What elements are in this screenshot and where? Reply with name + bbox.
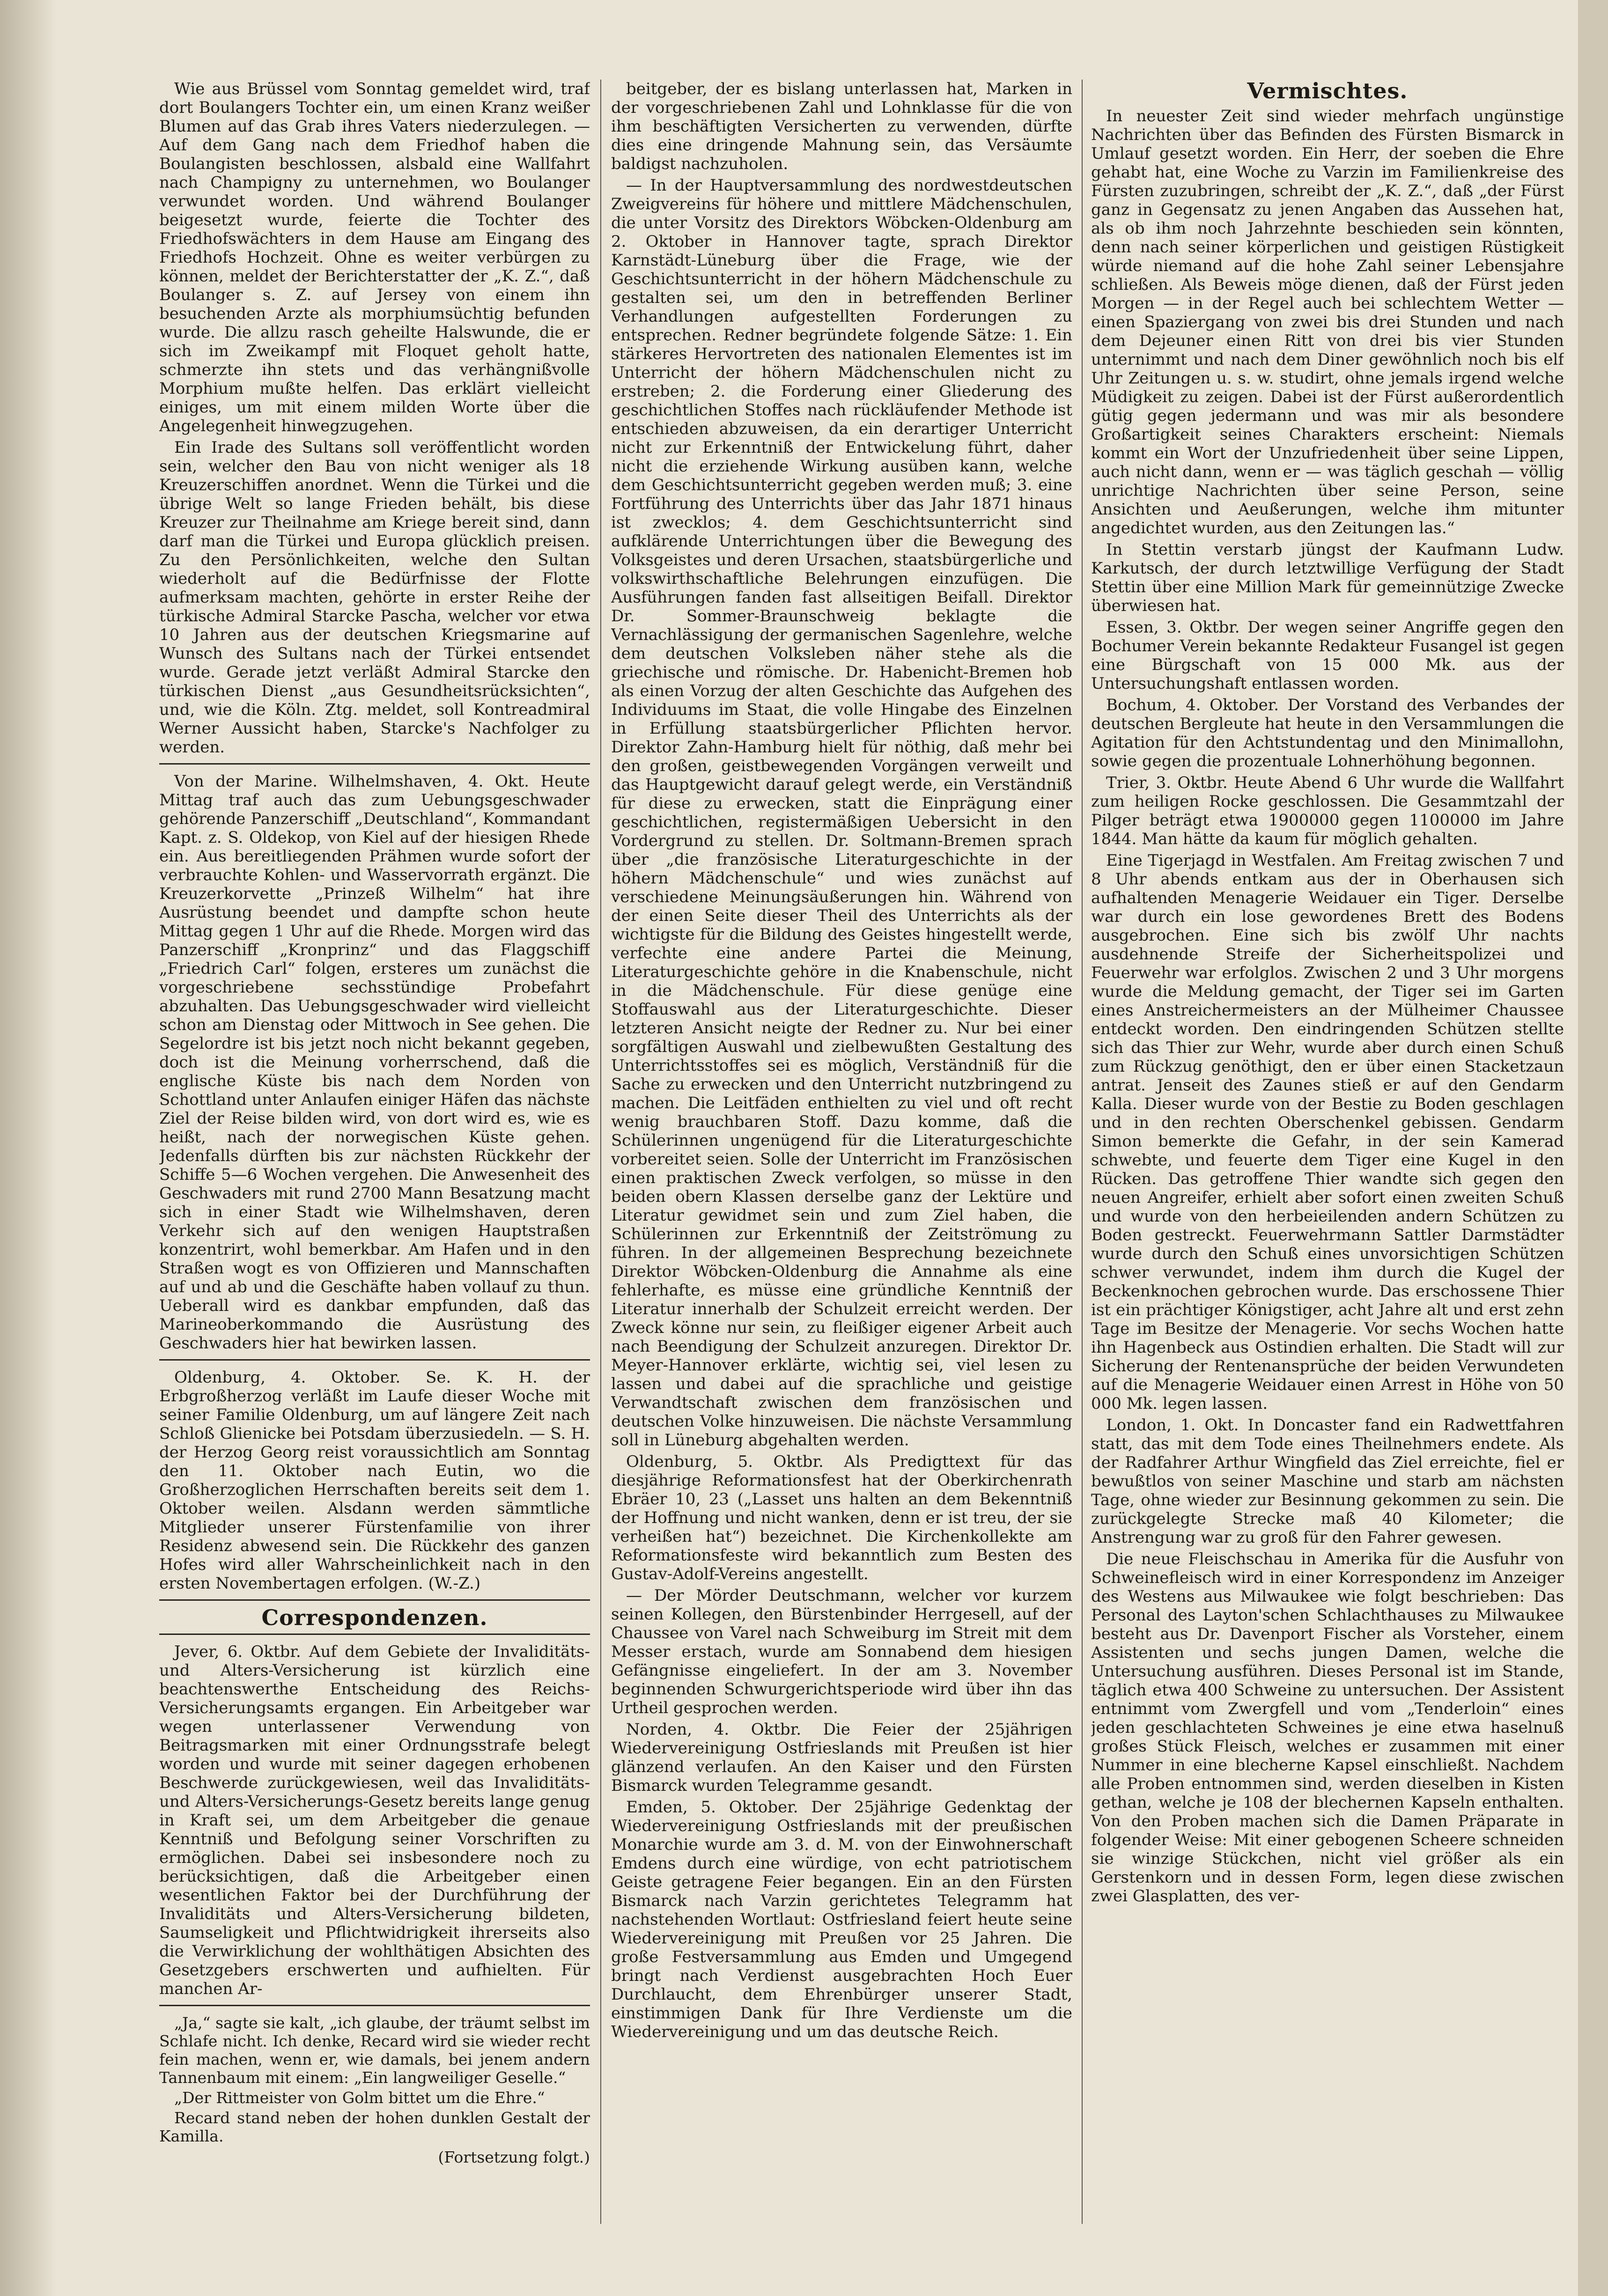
column-1 xyxy=(159,80,590,2224)
article-boulanger: Wie aus Brüssel vom Sonntag gemeldet wird, traf dort Boulangers Tochter ein, um einen Kranz weißer Blumen auf das Grab ihres Vaters niederzulegen. — Auf dem Gang nach dem Friedhof haben die Boulangisten beschlossen, alsbald eine Wallfahrt nach Champigny zu unternehmen, wo Boulanger verwundet worden. Und während Boulanger beigesetzt wurde, feierte die Tochter des Friedhofswächters in dem Hause am Eingang des Friedhofs Hochzeit. Ohne es weiter verbürgen zu können, meldet der Berichterstatter der „K. Z.“, daß Boulanger s. Z. auf Jersey von einem ihn besuchenden Arzte als morphiumsüchtig befunden wurde. Die allzu rasch geheilte Halswunde, die er sich im Zweikampf mit Floquet geholt hatte, schmerzte ihn stets und das verhängnißvolle Morphium mußte helfen. Das erklärt vielleicht einiges, um mit einem milden Worte über die Angelegenheit hinwegzugehen. xyxy=(159,80,590,435)
article-trier: Trier, 3. Oktbr. Heute Abend 6 Uhr wurde die Wallfahrt zum heiligen Rocke geschlossen. Die Gesammtzahl der Pilger beträgt etwa 1900000 gegen 1100000 im Jahre 1844. Man hätte da kaum für möglich gehalten. xyxy=(1091,773,1564,848)
article-maedchenschulen: — In der Hauptversammlung des nordwestdeutschen Zweigvereins für höhere und mittlere Mädchenschulen, die unter Vorsitz des Direktors Wöbcken-Oldenburg am 2. Oktober in Hannover tagte, sprach Direktor Karnstädt-Lüneburg über die Frage, wie der Geschichtsunterricht in der höhern Mädchenschule zu gestalten sei, um den in betreffenden Berliner Verhandlungen aufgestellten Forderungen zu entsprechen. Redner begründete folgende Sätze: 1. Ein stärkeres Hervortreten des nationalen Elementes ist im Unterricht der höhern Mädchenschulen nicht zu erstreben; 2. die Forderung einer Gliederung des geschichtlichen Stoffes nach rückläufender Methode ist entschieden abzuweisen, da ein derartiger Unterricht nicht zur Erkenntniß der Entwickelung führt, daher nicht die erziehende Wirkung ausüben kann, welche dem Geschichtsunterricht gegeben werden muß; 3. eine Fortführung des Unterrichts über das Jahr 1871 hinaus ist zwecklos; 4. dem Geschichtsunterricht sind aufklärende Unterrichtungen über die Bewegung des Volksgeistes und deren Ursachen, staatsbürgerliche und volkswirthschaftliche Belehrungen einzufügen. Die Ausführungen fanden fast allseitigen Beifall. Direktor Dr. Sommer-Braunschweig beklagte die Vernachlässigung der germanischen Sagenlehre, welche dem deutschen Volksleben näher stehe als die griechische und römische. Dr. Habenicht-Bremen hob als einen Vorzug der alten Geschichte das Aufgehen des Individuums im Staat, die volle Hingabe des Einzelnen in Erfüllung staatsbürgerlicher Pflichten hervor. Direktor Zahn-Hamburg hielt für nöthig, daß mehr bei den großen, geistbewegenden Vorgängen verweilt und das Hauptgewicht darauf gelegt werde, ein Verständniß für diese zu erwecken, statt die Einprägung einer geschichtlichen, registermäßigen Uebersicht in den Vordergrund zu stellen. Dr. Soltmann-Bremen sprach über „die französische Literaturgeschichte in der höhern Mädchenschule“ und wies zunächst auf verschiedene Meinungsäußerungen hin. Während von der einen Seite dieser Theil des Unterrichts als der wichtigste für die Bildung des Geistes hingestellt werde, verfechte eine andere Partei die Meinung, Literaturgeschichte gehöre in die Knabenschule, nicht in die Mädchenschule. Für diese genüge eine Stoffauswahl aus der Literaturgeschichte. Dieser letzteren Ansicht neigte der Redner zu. Nur bei einer sorgfältigen Auswahl und zielbewußten Gestaltung des Unterrichtsstoffes sei es möglich, Verständniß für die Sache zu erwecken und den Unterricht nutzbringend zu machen. Die Leitfäden enthielten zu viel und oft recht wenig brauchbaren Stoff. Dazu komme, daß die Schülerinnen ungenügend für die Literaturgeschichte vorbereitet seien. Solle der Unterricht im Französischen einen praktischen Zweck verfolgen, so müsse in den beiden obern Klassen derselbe ganz der Lektüre und Literatur gewidmet sein und zum Ziel haben, die Schülerinnen zur Erkenntniß der Zeitströmung zu führen. In der allgemeinen Besprechung bezeichnete Direktor Wöbcken-Oldenburg die Annahme als eine fehlerhafte, es müsse eine gründliche Kenntniß der Literatur innerhalb der Schulzeit erreicht werden. Der Zweck könne nur sein, zu fleißiger eigener Arbeit auch nach Beendigung der Schulzeit anzuregen. Direktor Dr. Meyer-Hannover erklärte, wichtig sei, viel lesen zu lassen und dabei auf die sprachliche und geistige Verwandtschaft zwischen dem französischen und deutschen Volke hinzuweisen. Die nächste Versammlung soll in Lüneburg abgehalten werden. xyxy=(611,176,1072,1450)
article-emden: Emden, 5. Oktober. Der 25jährige Gedenktag der Wiedervereinigung Ostfrieslands mit der preußischen Monarchie wurde am 3. d. M. von der Einwohnerschaft Emdens durch eine würdige, von echt patriotischem Geiste getragene Feier begangen. Ein an den Fürsten Bismarck nach Varzin gerichtetes Telegramm hat nachstehenden Wortlaut: Ostfriesland feiert heute seine Wiedervereinigung mit Preußen vor 25 Jahren. Die große Festversammlung aus Emden und Umgegend bringt nach Verdienst ausgebrachten Hoch Euer Durchlaucht, dem Ehrenbürger unserer Stadt, einstimmigen Dank für Ihre Verdienste um die Wiedervereinigung und um das deutsche Reich. xyxy=(611,1798,1072,2041)
story-paragraph: „Der Rittmeister von Golm bittet um die Ehre.“ xyxy=(174,2089,545,2107)
article-marine: Von der Marine. Wilhelmshaven, 4. Okt. Heute Mittag traf auch das zum Uebungsgeschwader gehörende Panzerschiff „Deutschland“, Kommandant Kapt. z. S. Oldekop, von Kiel auf der hiesigen Rhede ein. Aus bereitliegenden Prähmen wurde sofort der verbrauchte Kohlen- und Wasservorrath ergänzt. Die Kreuzerkorvette „Prinzeß Wilhelm“ hat ihre Ausrüstung beendet und dampfte schon heute Mittag gegen 1 Uhr auf die Rhede. Morgen wird das Panzerschiff „Kronprinz“ und das Flaggschiff „Friedrich Carl“ folgen, ersteres um zunächst die vorgeschriebene sechsstündige Probefahrt abzuhalten. Das Uebungsgeschwader wird vielleicht schon am Dienstag oder Mittwoch in See gehen. Die Segelordre ist bis jetzt noch nicht bekannt gegeben, doch ist die Meinung vorherrschend, daß die englische Küste bis nach dem Norden von Schottland unter Anlaufen einiger Häfen das nächste Ziel der Reise bilden wird, von dort wird es, wie es heißt, nach der norwegischen Küste gehen. Jedenfalls dürften bis zur nächsten Rückkehr der Schiffe 5—6 Wochen vergehen. Die Anwesenheit des Geschwaders mit rund 2700 Mann Besatzung macht sich in einer Stadt wie Wilhelmshaven, deren Verkehr sich auf den wenigen Hauptstraßen konzentrirt, wohl bemerkbar. Am Hafen und in den Straßen wogt es von Offizieren und Mannschaften auf und ab und die Geschäfte haben vollauf zu thun. Ueberall wird es dankbar empfunden, daß das Marineoberkommando die Ausrüstung des Geschwaders hier hat bewirken lassen. xyxy=(159,772,590,1353)
article-bochum: Bochum, 4. Oktober. Der Vorstand des Verbandes der deutschen Bergleute hat heute in den Versammlungen die Agitation für den Achtstundentag und den Minimallohn, sowie gegen die prozentuale Lohnerhöhung begonnen. xyxy=(1091,696,1564,771)
article-stettin: In Stettin verstarb jüngst der Kaufmann Ludw. Karkutsch, der durch letztwillige Verfügung der Stadt Stettin über eine Million Mark für gemeinnützige Zwecke überwiesen hat. xyxy=(1091,540,1564,615)
column-3 xyxy=(1091,80,1564,2224)
page-binding xyxy=(0,0,56,2296)
article-fleischschau: Die neue Fleischschau in Amerika für die Ausfuhr von Schweinefleisch wird in einer Korrespondenz im Anzeiger des Westens aus Milwaukee wie folgt beschrieben: Das Personal des Layton'schen Schlachthauses zu Milwaukee besteht aus Dr. Davenport Fischer als Vorsteher, einem Assistenten und sechs jungen Damen, welche die Untersuchung ausführen. Dieses Personal ist im Stande, täglich etwa 400 Schweine zu untersuchen. Der Assistent entnimmt vom Zwergfell und vom „Tenderloin“ eines jeden geschlachteten Schweines je eine etwa haselnuß großes Stück Fleisch, welches er zusammen mit einer Nummer in eine blecherne Kapsel einschließt. Nachdem alle Proben entnommen sind, werden dieselben in Kisten gethan, welche je 108 der blechernen Kapseln enthalten. Von den Proben machen sich die Damen Präparate in folgender Weise: Mit einer gebogenen Scheere schneiden sie winzige Stückchen, nicht viel größer als ein Gerstenkorn und in dessen Form, legen diese zwischen zwei Glasplatten, des ver- xyxy=(1091,1550,1564,1906)
article-moerder: — Der Mörder Deutschmann, welcher vor kurzem seinen Kollegen, den Bürstenbinder Herrgesell, auf der Chaussee von Varel nach Schweiburg im Streit mit dem Messer erstach, wurde am Sonnabend dem hiesigen Gefängnisse eingeliefert. In der am 3. November beginnenden Schwurgerichtsperiode wird über ihn das Urtheil gesprochen werden. xyxy=(611,1586,1072,1717)
separator xyxy=(159,1359,590,1361)
article-oldenburg-reformation: Oldenburg, 5. Oktbr. Als Predigttext für das diesjährige Reformationsfest hat der Oberkirchenrath Ebräer 10, 23 („Lasset uns halten an dem Bekenntniß der Hoffnung und nicht wanken, denn er ist treu, der sie verheißen hat“) bezeichnet. Die Kirchenkollekte am Reformationsfeste wird bekanntlich zum Besten des Gustav-Adolf-Vereins angestellt. xyxy=(611,1452,1072,1583)
newspaper-page xyxy=(159,80,1564,2224)
article-essen: Essen, 3. Oktbr. Der wegen seiner Angriffe gegen den Bochumer Verein bekannte Redakteur Fusangel ist gegen eine Bürgschaft von 15 000 Mk. aus der Untersuchungshaft entlassen worden. xyxy=(1091,618,1564,693)
article-jever: Jever, 6. Oktbr. Auf dem Gebiete der Invaliditäts- und Alters-Versicherung ist kürzlich eine beachtenswerthe Entscheidung des Reichs-Versicherungsamts ergangen. Ein Arbeitgeber war wegen unterlassener Verwendung von Beitragsmarken mit einer Ordnungsstrafe belegt worden und wurde mit seiner dagegen erhobenen Beschwerde zurückgewiesen, weil das Invaliditäts- und Alters-Versicherungs-Gesetz bereits lange genug in Kraft sei, um dem Arbeitgeber die genaue Kenntniß und Befolgung seiner Vorschriften zu ermöglichen. Dabei sei insbesondere noch zu berücksichtigen, daß die Arbeitgeber einen wesentlichen Faktor bei der Durchführung der Invaliditäts und Alters-Versicherung bildeten, Saumseligkeit und Pflichtwidrigkeit ihrerseits also die Verwirklichung der wohlthätigen Absichten des Gesetzgebers erschwerten und aufhielten. Für manchen Ar- xyxy=(159,1642,590,1998)
separator xyxy=(159,1634,590,1635)
column-rule xyxy=(600,80,601,2224)
column-2 xyxy=(611,80,1072,2224)
column-rule xyxy=(1082,80,1083,2224)
story-paragraph: Recard stand neben der hohen dunklen Gestalt der Kamilla. xyxy=(159,2109,590,2145)
article-jever-continued: beitgeber, der es bislang unterlassen hat, Marken in der vorgeschriebenen Zahl und Lohnklasse für die von ihm beschäftigten Versicherten zu verwenden, dürfte dies eine dringende Mahnung sein, das Versäumte baldigst nachzuholen. xyxy=(611,80,1072,173)
adjacent-page-edge xyxy=(1578,0,1608,2296)
section-heading-correspondenzen: Correspondenzen. xyxy=(261,1605,488,1630)
article-oldenburg: Oldenburg, 4. Oktober. Se. K. H. der Erbgroßherzog verläßt im Laufe dieser Woche mit seiner Familie Oldenburg, um auf längere Zeit nach Schloß Glienicke bei Potsdam überzusiedeln. — S. H. der Herzog Georg reist voraussichtlich am Sonntag den 11. Oktober nach Eutin, wo die Großherzoglichen Herrschaften bereits seit dem 1. Oktober weilen. Alsdann werden sämmtliche Mitglieder unserer Fürstenfamilie von ihrer Residenz abwesend sein. Die Rückkehr des ganzen Hofes wird aller Wahrscheinlichkeit nach in den ersten Novembertagen erfolgen. (W.-Z.) xyxy=(159,1368,590,1593)
article-london: London, 1. Okt. In Doncaster fand ein Radwettfahren statt, das mit dem Tode eines Theilnehmers endete. Als der Radfahrer Arthur Wingfield das Ziel erreichte, fiel er bewußtlos von seiner Maschine und starb am nächsten Tage, ohne wieder zur Besinnung gekommen zu sein. Die zurückgelegte Strecke maß 40 Kilometer; die Anstrengung war zu groß für den Fahrer gewesen. xyxy=(1091,1416,1564,1547)
article-tigerjagd: Eine Tigerjagd in Westfalen. Am Freitag zwischen 7 und 8 Uhr abends entkam aus der in Oberhausen sich aufhaltenden Menagerie Weidauer ein Tiger. Derselbe war durch ein lose gewordenes Brett des Bodens ausgebrochen. Eine sich bis zwölf Uhr nachts ausdehnende Streife der Sicherheitspolizei und Feuerwehr war erfolglos. Zwischen 2 und 3 Uhr morgens wurde die Meldung gemacht, der Tiger sei im Garten eines Anstreichermeisters an der Mülheimer Chaussee entdeckt worden. Den eindringenden Schützen stellte sich das Thier zur Wehr, wurde aber durch einen Schuß zum Rückzug genöthigt, den er über einen Stacketzaun antrat. Jenseit des Zaunes stieß er auf den Gendarm Kalla. Dieser wurde von der Bestie zu Boden geschlagen und in den rechten Oberschenkel gebissen. Gendarm Simon bemerkte die Gefahr, in der sein Kamerad schwebte, und feuerte dem Tiger eine Kugel in den Rücken. Das getroffene Thier wandte sich gegen den neuen Angreifer, erhielt aber sofort einen zweiten Schuß und wurde von den herbeieilenden andern Schützen zu Boden gestreckt. Feuerwehrmann Sattler Darmstädter wurde durch den Schuß eines unvorsichtigen Schützen schwer verwundet, indem ihm durch die Kugel der Beckenknochen gebrochen wurde. Das erschossene Thier ist ein prächtiger Königstiger, acht Jahre alt und erst zehn Tage im Besitze der Menagerie. Vor sechs Wochen hatte ihn Hagenbeck aus Ostindien erhalten. Die Stadt will zur Sicherung der Rentenansprüche der beiden Verwundeten auf die Menagerie Weidauer einen Arrest in Höhe von 50 000 Mk. legen lassen. xyxy=(1091,851,1564,1413)
article-norden: Norden, 4. Oktbr. Die Feier der 25jährigen Wiedervereinigung Ostfrieslands mit Preußen ist hier glänzend verlaufen. An den Kaiser und den Fürsten Bismarck wurden Telegramme gesandt. xyxy=(611,1720,1072,1795)
section-heading-vermischtes: Vermischtes. xyxy=(1247,80,1408,103)
continuation-note: (Fortsetzung folgt.) xyxy=(438,2148,590,2166)
separator xyxy=(159,763,590,765)
story-paragraph: „Ja,“ sagte sie kalt, „ich glaube, der träumt selbst im Schlafe nicht. Ich denke, Recard wird sie wieder recht fein machen, wenn er, wie damals, bei jenem andern Tannenbaum mit einem: „Ein langweiliger Geselle.“ xyxy=(159,2014,590,2087)
article-sultan: Ein Irade des Sultans soll veröffentlicht worden sein, welcher den Bau von nicht weniger als 18 Kreuzerschiffen anordnet. Wenn die Türkei und die übrige Welt so lange Frieden behält, bis diese Kreuzer zur Theilnahme am Kriege bereit sind, dann darf man die Türkei und Europa glücklich preisen. Zu den Persönlichkeiten, welche den Sultan wiederholt auf die Bedürfnisse der Flotte aufmerksam machten, gehörte in erster Reihe der türkische Admiral Starcke Pascha, welcher vor etwa 10 Jahren aus der deutschen Kriegsmarine auf Wunsch des Sultans nach der Türkei entsendet wurde. Gerade jetzt verläßt Admiral Starcke den türkischen Dienst „aus Gesundheitsrücksichten“, und, wie die Köln. Ztg. meldet, soll Kontreadmiral Werner Aussicht haben, Starcke's Nachfolger zu werden. xyxy=(159,438,590,757)
separator xyxy=(159,2005,590,2006)
article-bismarck: In neuester Zeit sind wieder mehrfach ungünstige Nachrichten über das Befinden des Fürsten Bismarck in Umlauf gesetzt worden. Ein Herr, der soeben die Ehre gehabt hat, eine Woche zu Varzin im Familienkreise des Fürsten zuzubringen, schreibt der „K. Z.“, daß „der Fürst ganz in Gegensatz zu jenen Angaben das Aussehen hat, als ob ihm noch Jahrzehnte beschieden sein könnten, denn nach seiner körperlichen und geistigen Rüstigkeit würde niemand auf die hohe Zahl seiner Lebensjahre schließen. Als Beweis möge dienen, daß der Fürst jeden Morgen — in der Regel auch bei schlechtem Wetter — einen Spaziergang von zwei bis drei Stunden und nach dem Dejeuner einen Ritt von drei bis vier Stunden unternimmt und nach dem Diner gewöhnlich noch bis elf Uhr Zeitungen u. s. w. studirt, ohne jemals irgend welche Müdigkeit zu zeigen. Dabei ist der Fürst außerordentlich gütig gegen jedermann und was mir als besondere Großartigkeit seines Charakters erscheint: Niemals kommt ein Wort der Unzufriedenheit über seine Lippen, auch nicht dann, wenn er — was täglich geschah — völlig unrichtige Nachrichten über seine Person, seine Ansichten und Aeußerungen, welche ihm mitunter angedichtet wurden, aus den Zeitungen las.“ xyxy=(1091,107,1564,537)
serial-story xyxy=(159,2014,590,2166)
separator xyxy=(159,1599,590,1601)
